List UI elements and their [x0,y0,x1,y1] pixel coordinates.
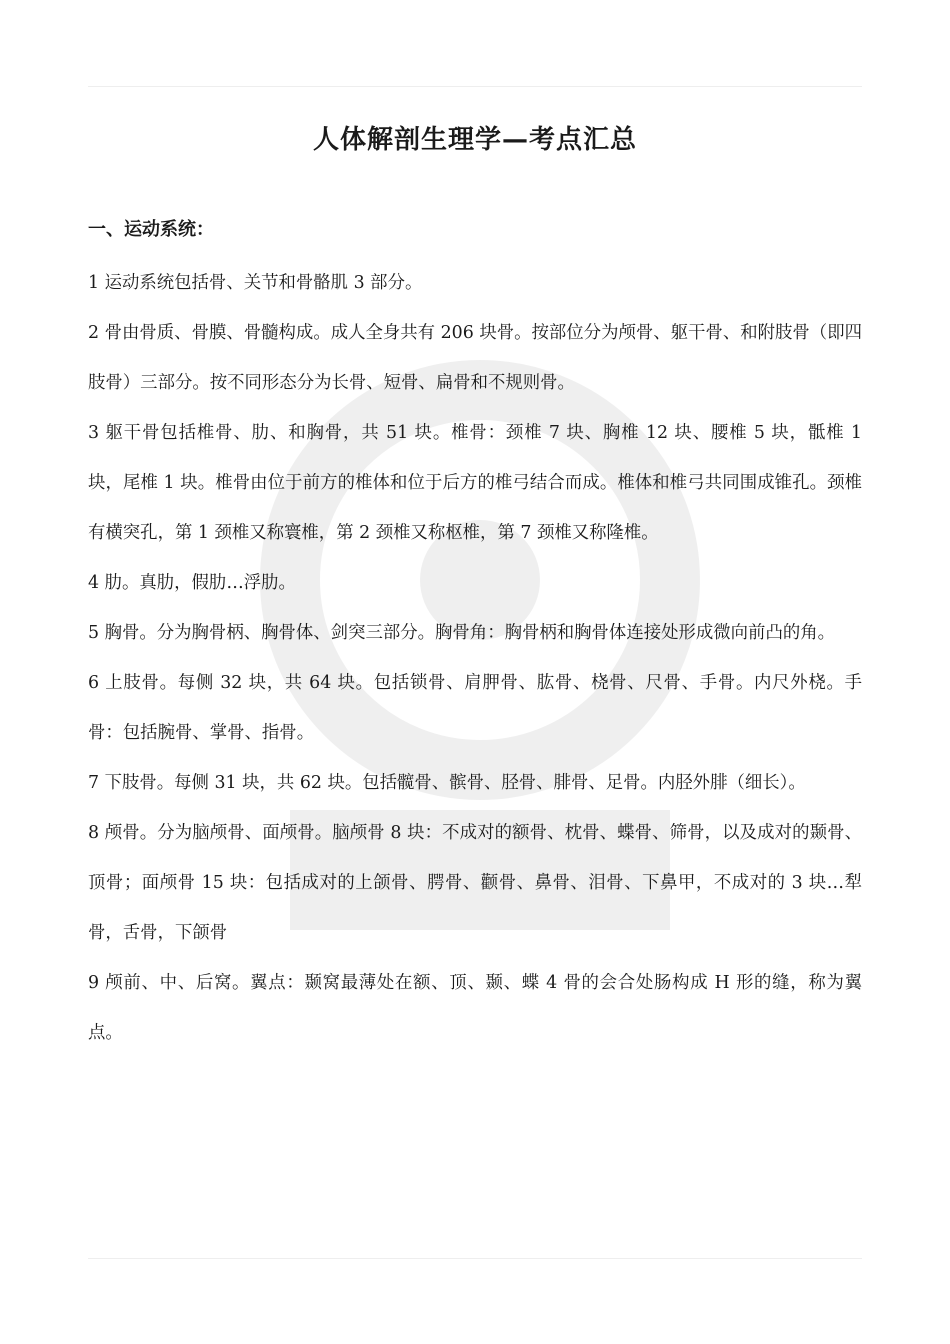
paragraph-4: 4 肋。真肋，假肋…浮肋。 [88,573,296,593]
paragraph-8: 8 颅骨。分为脑颅骨、面颅骨。脑颅骨 8 块：不成对的额骨、枕骨、蝶骨、筛骨，以及成对的颞骨、顶骨；面颅骨 15 块：包括成对的上颌骨、腭骨、颧骨、鼻骨、泪骨、下鼻甲，不成对的 3 块…犁骨，舌骨，下颌骨 [88,823,862,943]
document-body [88,258,862,1058]
paragraph-3: 3 躯干骨包括椎骨、肋、和胸骨，共 51 块。椎骨：颈椎 7 块、胸椎 12 块、腰椎 5 块，骶椎 1 块，尾椎 1 块。椎骨由位于前方的椎体和位于后方的椎弓结合而成。椎体和椎弓共同围成锥孔。颈椎有横突孔，第 1 颈椎又称寰椎，第 2 颈椎又称枢椎，第 7 颈椎又称隆椎。 [88,423,862,543]
top-rule [88,86,862,87]
document-title: 人体解剖生理学—考点汇总 [312,125,637,155]
section-heading: 一、运动系统： [88,219,214,240]
paragraph-5: 5 胸骨。分为胸骨柄、胸骨体、剑突三部分。胸骨角：胸骨柄和胸骨体连接处形成微向前凸的角。 [88,623,836,643]
paragraph-9: 9 颅前、中、后窝。翼点：颞窝最薄处在额、顶、颞、蝶 4 骨的会合处肠构成 H 形的缝，称为翼点。 [88,973,862,1043]
paragraph-6: 6 上肢骨。每侧 32 块，共 64 块。包括锁骨、肩胛骨、肱骨、桡骨、尺骨、手骨。内尺外桡。手骨：包括腕骨、掌骨、指骨。 [88,673,862,743]
paragraph-2: 2 骨由骨质、骨膜、骨髓构成。成人全身共有 206 块骨。按部位分为颅骨、躯干骨、和附肢骨（即四肢骨）三部分。按不同形态分为长骨、短骨、扁骨和不规则骨。 [88,323,862,393]
bottom-rule [88,1258,862,1259]
paragraph-1: 1 运动系统包括骨、关节和骨骼肌 3 部分。 [88,273,423,293]
paragraph-7: 7 下肢骨。每侧 31 块，共 62 块。包括髋骨、髌骨、胫骨、腓骨、足骨。内胫外腓（细长）。 [88,773,806,793]
